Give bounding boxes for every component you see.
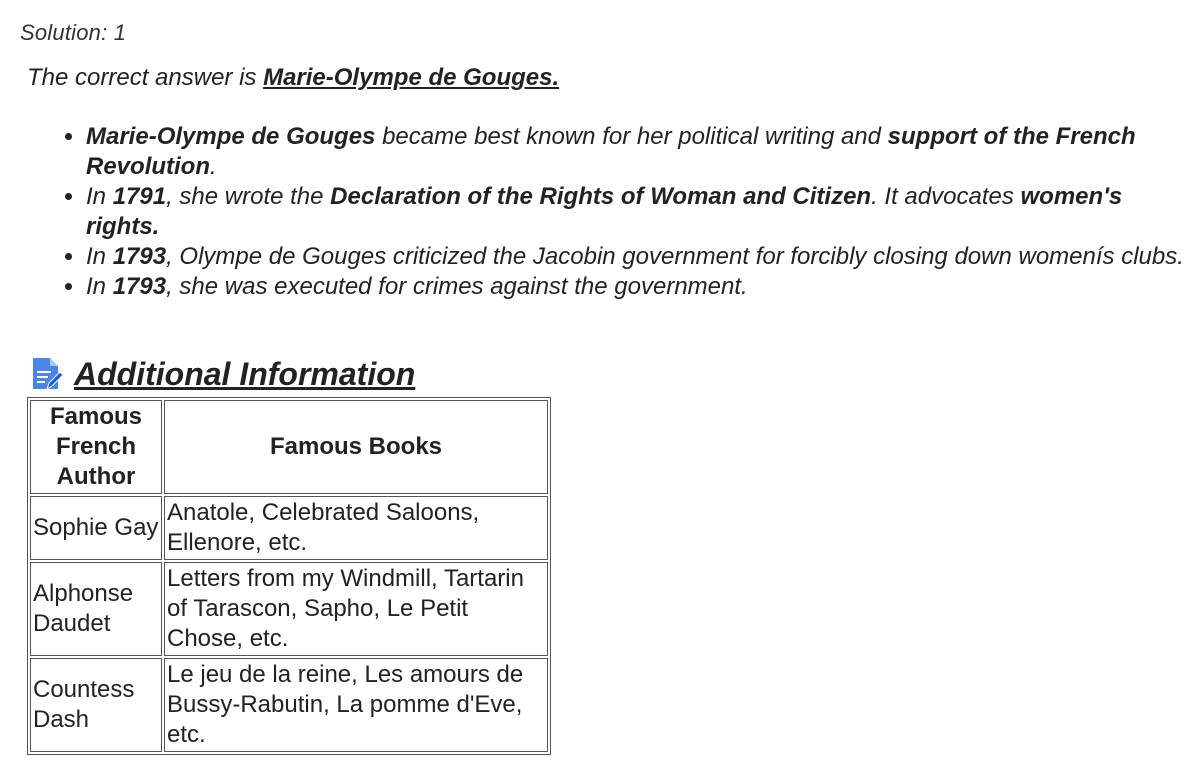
bullet-text: support of the French Revolution (86, 123, 1136, 180)
bullet-text: 1793 (112, 243, 167, 270)
list-item (86, 182, 1195, 242)
column-header: Famous Books (164, 400, 548, 494)
books-cell: Le jeu de la reine, Les amours de Bussy-Rabutin, La pomme d'Eve, etc. (164, 658, 548, 752)
bullet-text: . (210, 153, 217, 180)
books-cell: Letters from my Windmill, Tartarin of Tarascon, Sapho, Le Petit Chose, etc. (164, 562, 548, 656)
list-item (86, 242, 1195, 272)
table-row (30, 496, 548, 560)
books-cell: Anatole, Celebrated Saloons, Ellenore, etc. (164, 496, 548, 560)
author-cell: Countess Dash (30, 658, 162, 752)
table-row (30, 562, 548, 656)
heading-text: Additional Information (74, 356, 416, 392)
bullet-text: became best known for her political writing and (375, 123, 888, 150)
explanation-list (46, 122, 1195, 302)
table-header-row (30, 400, 548, 494)
column-header: Famous French Author (30, 400, 162, 494)
author-cell: Sophie Gay (30, 496, 162, 560)
authors-table (27, 397, 551, 755)
document-edit-icon (30, 356, 64, 392)
bullet-text: , she was executed for crimes against the government. (166, 273, 748, 300)
bullet-text: Marie-Olympe de Gouges (86, 123, 376, 150)
bullet-text: Declaration of the Rights of Woman and Citizen (330, 183, 872, 210)
bullet-text: , Olympe de Gouges criticized the Jacobin government for forcibly closing down womenís clubs. (166, 243, 1184, 270)
bullet-text: 1791 (112, 183, 167, 210)
solution-label: Solution: 1 (20, 20, 127, 45)
bullet-text: . It advocates (871, 183, 1021, 210)
bullet-text: 1793 (112, 273, 167, 300)
bullet-text: In (86, 243, 113, 270)
answer-value: Marie-Olympe de Gouges. (263, 64, 560, 91)
list-item (86, 122, 1195, 182)
author-cell: Alphonse Daudet (30, 562, 162, 656)
additional-information-heading (30, 354, 415, 394)
bullet-text: In (86, 183, 113, 210)
list-item (86, 272, 1195, 302)
table-row (30, 658, 548, 752)
correct-answer-line (27, 64, 559, 92)
bullet-text: women's rights. (86, 183, 1123, 240)
bullet-text: , she wrote the (166, 183, 331, 210)
answer-prefix: The correct answer is (27, 64, 257, 91)
bullet-text: In (86, 273, 113, 300)
